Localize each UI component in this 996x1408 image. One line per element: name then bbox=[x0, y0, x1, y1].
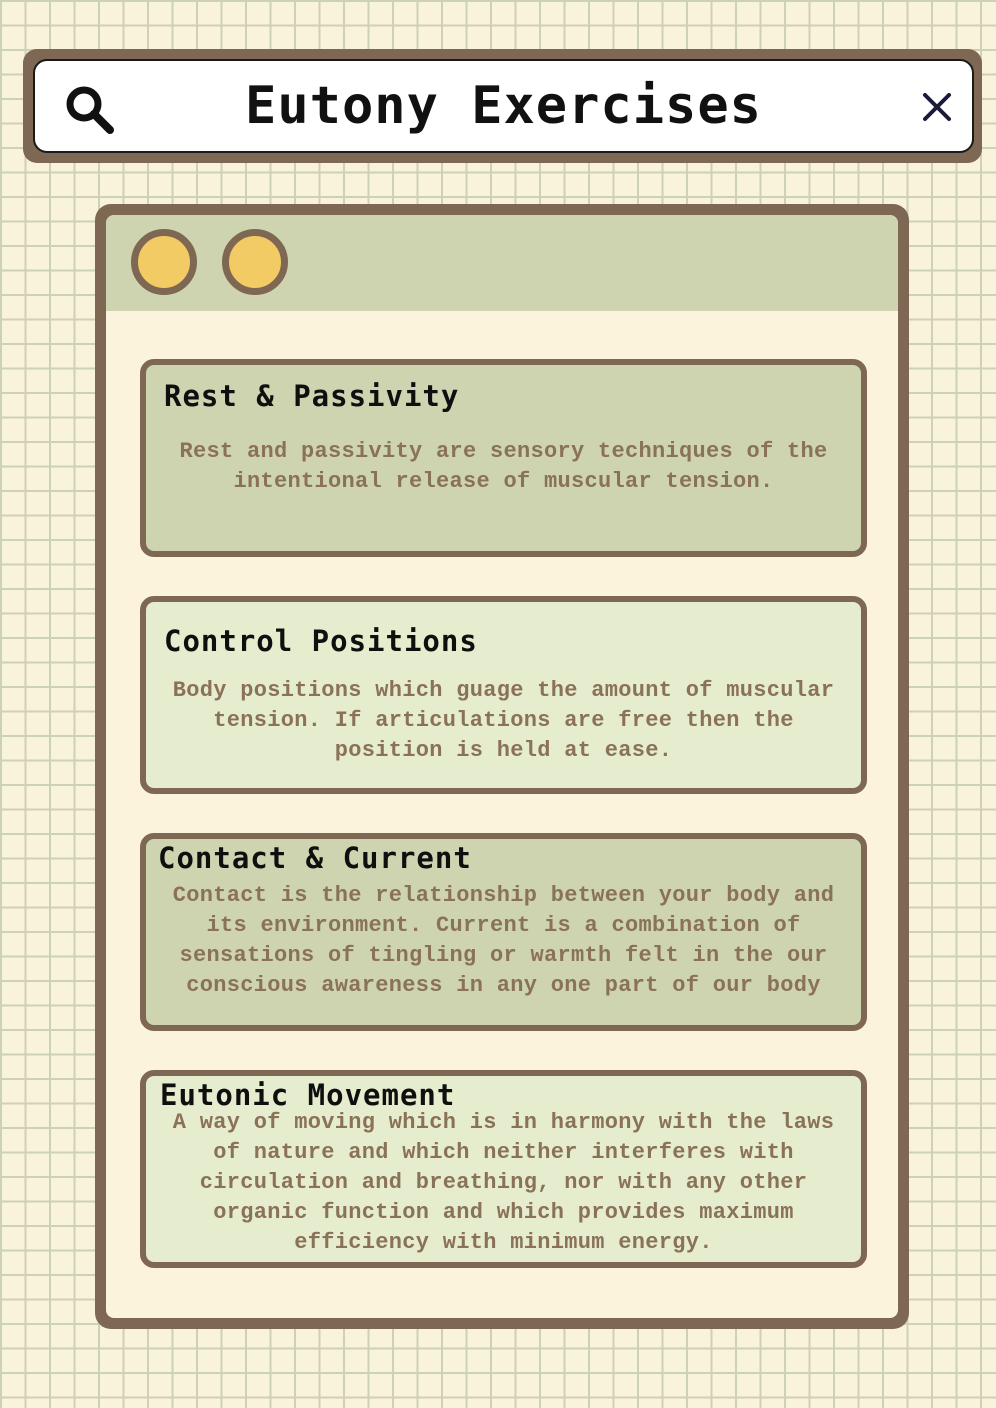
search-bar[interactable] bbox=[33, 59, 974, 153]
card-title: Rest & Passivity bbox=[164, 379, 460, 413]
page-title: Eutony Exercises bbox=[245, 76, 762, 136]
close-icon[interactable] bbox=[921, 91, 953, 123]
card-contact-current bbox=[140, 833, 867, 1031]
card-text: Rest and passivity are sensory techniques of the intentional release of muscular tension. bbox=[179, 439, 828, 494]
card-text: Contact is the relationship between your body and its environment. Current is a combination of sensations of tingling or warmth felt in the our conscious awareness in any one part of our body bbox=[172, 883, 835, 998]
card-rest-passivity bbox=[140, 359, 867, 557]
card-text: A way of moving which is in harmony with the laws of nature and which neither interferes with circulation and breathing, nor with any other organic function and which provides maximum efficiency with minimum energy. bbox=[172, 1110, 835, 1255]
window-dot-1[interactable] bbox=[131, 229, 197, 295]
card-title: Control Positions bbox=[164, 624, 478, 658]
window-header bbox=[106, 215, 898, 311]
card-text: Body positions which guage the amount of muscular tension. If articulations are free then the position is held at ease. bbox=[172, 678, 835, 763]
card-eutonic-movement bbox=[140, 1070, 867, 1268]
search-bar-frame bbox=[23, 49, 982, 163]
card-title: Contact & Current bbox=[158, 841, 472, 875]
card-control-positions bbox=[140, 596, 867, 794]
window-dot-2[interactable] bbox=[222, 229, 288, 295]
search-icon[interactable] bbox=[63, 83, 115, 135]
card-title: Eutonic Movement bbox=[160, 1078, 456, 1112]
